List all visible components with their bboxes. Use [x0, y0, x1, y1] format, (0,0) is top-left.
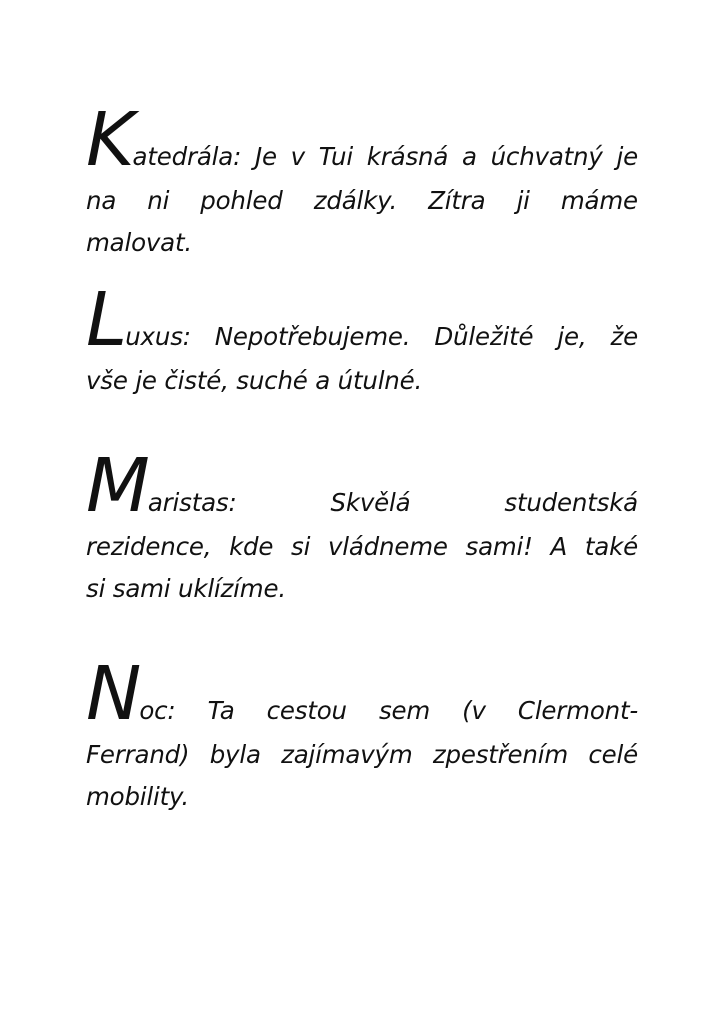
word: Je — [254, 142, 277, 171]
word: Tui — [318, 142, 353, 171]
drop-cap-letter: L — [86, 277, 124, 363]
word: Skvělá — [330, 488, 411, 517]
justified-line — [86, 526, 638, 568]
entry-first-line — [86, 651, 638, 737]
last-line: si sami uklízíme. — [86, 574, 286, 603]
word: oc: — [139, 696, 176, 725]
word: pohled — [200, 186, 283, 215]
first-line-text — [133, 136, 638, 178]
word: sem — [378, 696, 431, 725]
word: ji — [516, 186, 530, 215]
word: Ferrand) — [86, 740, 190, 769]
entry-noc — [86, 651, 638, 834]
word: zajímavým — [281, 740, 413, 769]
first-line-text — [148, 482, 638, 524]
word: je — [616, 142, 638, 171]
entry-katedrala — [86, 97, 638, 280]
word: aristas: — [147, 488, 237, 517]
drop-cap-letter: K — [86, 97, 131, 183]
entry-first-line — [86, 277, 638, 363]
word: zdálky. — [313, 186, 398, 215]
word: Zítra — [428, 186, 486, 215]
word: máme — [560, 186, 638, 215]
entry-body — [86, 180, 638, 264]
word: Důležité — [434, 322, 534, 351]
drop-cap-letter: M — [86, 443, 146, 529]
word: vládneme — [327, 532, 448, 561]
entry-body — [86, 526, 638, 610]
word: sami! — [465, 532, 533, 561]
word: krásná — [366, 142, 449, 171]
last-line: mobility. — [86, 782, 190, 811]
word: Ta — [207, 696, 235, 725]
word: a — [461, 142, 477, 171]
word: také — [584, 532, 638, 561]
word: Clermont- — [517, 696, 638, 725]
word: ni — [147, 186, 170, 215]
word: byla — [209, 740, 261, 769]
entry-first-line — [86, 443, 638, 529]
word: na — [86, 186, 117, 215]
justified-line — [86, 734, 638, 776]
word: si — [291, 532, 311, 561]
word: úchvatný — [490, 142, 603, 171]
word: kde — [229, 532, 274, 561]
word: (v — [462, 696, 486, 725]
entry-maristas — [86, 443, 638, 654]
word: uxus: — [125, 322, 191, 351]
last-line: malovat. — [86, 228, 192, 257]
entry-body — [86, 360, 638, 402]
first-line-text — [139, 690, 638, 732]
first-line-text — [125, 316, 638, 358]
word: Nepotřebujeme. — [214, 322, 411, 351]
word: atedrála: — [132, 142, 242, 171]
entry-first-line — [86, 97, 638, 183]
word: zpestřením — [432, 740, 569, 769]
justified-line — [86, 180, 638, 222]
word: cestou — [266, 696, 347, 725]
document-page — [86, 97, 638, 834]
word: celé — [588, 740, 638, 769]
word: je, — [557, 322, 587, 351]
last-line: vše je čisté, suché a útulné. — [86, 366, 423, 395]
entry-body — [86, 734, 638, 818]
word: A — [550, 532, 568, 561]
drop-cap-letter: N — [86, 651, 138, 737]
word: že — [610, 322, 638, 351]
word: studentská — [504, 488, 638, 517]
entry-luxus — [86, 277, 638, 446]
word: rezidence, — [86, 532, 212, 561]
word: v — [290, 142, 305, 171]
